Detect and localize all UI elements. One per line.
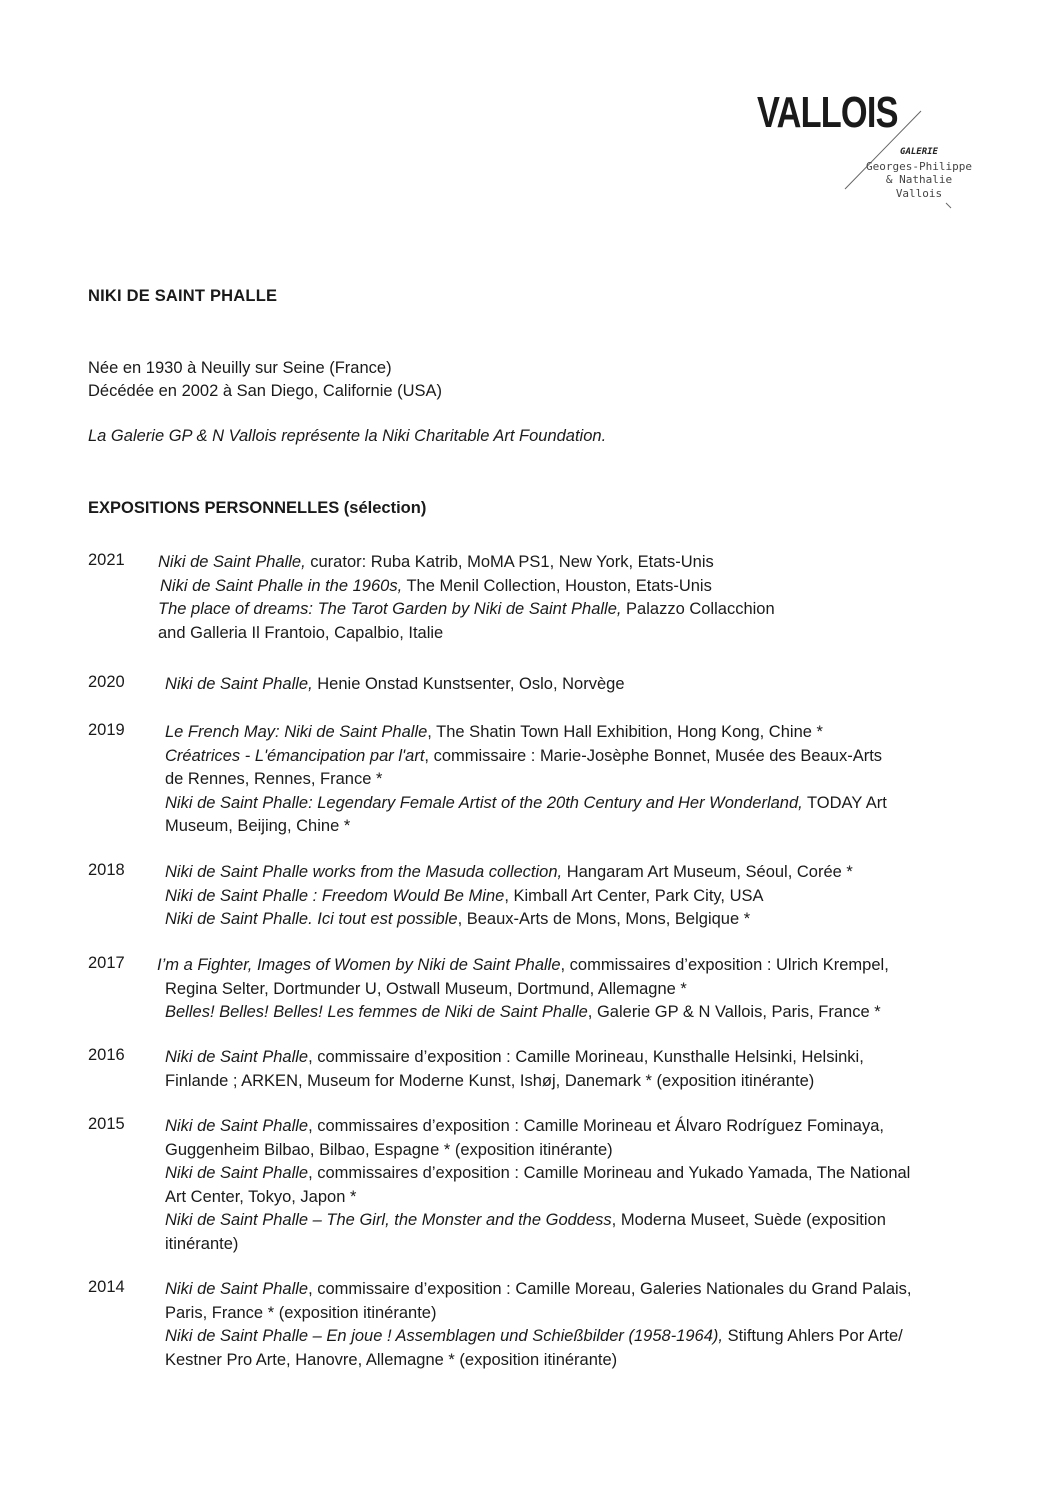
representation-note: La Galerie GP & N Vallois représente la Niki Charitable Art Foundation. xyxy=(88,427,607,445)
exhibition-line xyxy=(157,1001,889,1025)
exhibition-details: Stiftung Ahlers Por Arte/ xyxy=(722,1327,903,1345)
logo-lines xyxy=(0,0,1058,240)
exhibition-title: The place of dreams: The Tarot Garden by Niki de Saint Phalle, xyxy=(158,600,622,618)
exhibition-line xyxy=(165,1046,864,1070)
exhibition-details: itinérante) xyxy=(165,1234,239,1253)
artist-name: NIKI DE SAINT PHALLE xyxy=(88,287,278,305)
artist-bio xyxy=(88,357,442,403)
exhibition-line xyxy=(158,622,775,646)
exhibition-entry-2014 xyxy=(165,1278,912,1372)
exhibition-details: Regina Selter, Dortmunder U, Ostwall Museum, Dortmund, Allemagne * xyxy=(165,979,687,998)
logo-wordmark: VALLOIS xyxy=(757,88,898,137)
exhibition-details: , commissaire d’exposition : Camille Morineau, Kunsthalle Helsinki, Helsinki, xyxy=(308,1048,864,1066)
exhibition-details: , commissaires d’exposition : Camille Morineau and Yukado Yamada, The National xyxy=(308,1164,911,1182)
exhibition-entry-2017 xyxy=(157,954,889,1025)
exhibition-title: Niki de Saint Phalle works from the Masuda collection, xyxy=(165,863,563,881)
exhibition-line xyxy=(165,1209,910,1233)
exhibition-title: Niki de Saint Phalle : Freedom Would Be Mine xyxy=(165,886,505,905)
logo-line3: Vallois xyxy=(895,186,943,200)
exhibition-line xyxy=(165,1278,912,1302)
exhibition-details: Guggenheim Bilbao, Bilbao, Espagne * (exposition itinérante) xyxy=(165,1140,613,1159)
exhibition-line xyxy=(158,575,775,599)
exhibition-line xyxy=(157,954,889,978)
exhibition-entry-2018 xyxy=(165,861,853,932)
exhibition-details: de Rennes, Rennes, France * xyxy=(165,770,383,788)
exhibition-details: , Beaux-Arts de Mons, Mons, Belgique * xyxy=(457,910,751,928)
exhibition-entry-2019 xyxy=(165,721,887,839)
exhibition-line xyxy=(165,908,853,932)
exhibition-details: Museum, Beijing, Chine * xyxy=(165,817,351,835)
exhibition-line xyxy=(165,1186,910,1210)
exhibition-line xyxy=(165,1302,912,1326)
exhibition-title: Belles! Belles! Belles! Les femmes de Niki de Saint Phalle xyxy=(165,1003,588,1021)
exhibition-line xyxy=(165,1070,864,1094)
logo-line2: & Nathalie xyxy=(885,173,953,186)
exhibition-line xyxy=(165,1139,910,1163)
exhibition-title: I’m a Fighter, Images of Women by Niki de Saint Phalle xyxy=(157,956,561,974)
exhibition-details: and Galleria Il Frantoio, Capalbio, Italie xyxy=(158,623,444,642)
exhibition-line xyxy=(165,815,887,839)
exhibition-line xyxy=(165,861,853,885)
year-label: 2019 xyxy=(88,721,125,739)
exhibition-line xyxy=(165,721,887,745)
exhibition-details: Finlande ; ARKEN, Museum for Moderne Kunst, Ishøj, Danemark * (exposition itinérante) xyxy=(165,1071,815,1090)
bio-born: Née en 1930 à Neuilly sur Seine (France) xyxy=(88,359,392,377)
exhibition-line xyxy=(165,1349,912,1373)
exhibition-details: , commissaires d’exposition : Ulrich Krempel, xyxy=(560,956,889,974)
year-label: 2017 xyxy=(88,954,125,972)
exhibition-details: , Moderna Museet, Suède (exposition xyxy=(611,1211,886,1229)
exhibition-title: Niki de Saint Phalle xyxy=(165,1117,309,1135)
exhibition-details: curator: Ruba Katrib, MoMA PS1, New York, Etats-Unis xyxy=(305,553,714,571)
exhibition-details: , Galerie GP & N Vallois, Paris, France * xyxy=(587,1003,881,1021)
exhibition-details: Palazzo Collacchion xyxy=(621,600,775,618)
year-label: 2015 xyxy=(88,1115,125,1133)
exhibition-title: Niki de Saint Phalle xyxy=(165,1048,309,1066)
exhibition-title: Niki de Saint Phalle, xyxy=(158,553,306,571)
exhibition-line xyxy=(165,885,853,909)
exhibition-title: Créatrices - L'émancipation par l'art xyxy=(165,746,425,765)
exhibition-line xyxy=(157,978,889,1002)
logo-galerie: GALERIE xyxy=(900,147,938,157)
exhibition-details: , Kimball Art Center, Park City, USA xyxy=(504,886,764,905)
exhibition-line xyxy=(165,768,887,792)
exhibition-title: Niki de Saint Phalle in the 1960s, xyxy=(160,576,403,595)
year-label: 2014 xyxy=(88,1278,125,1296)
exhibition-title: Le French May: Niki de Saint Phalle xyxy=(165,723,428,741)
exhibition-title: Niki de Saint Phalle – En joue ! Assemblagen und Schießbilder (1958-1964), xyxy=(165,1327,723,1345)
exhibition-details: Hangaram Art Museum, Séoul, Corée * xyxy=(562,863,853,881)
year-label: 2018 xyxy=(88,861,125,879)
year-label: 2016 xyxy=(88,1046,125,1064)
year-label: 2021 xyxy=(88,551,125,569)
exhibition-title: Niki de Saint Phalle xyxy=(165,1164,309,1182)
exhibition-line xyxy=(165,745,887,769)
exhibition-line xyxy=(158,598,775,622)
exhibition-entry-2015 xyxy=(165,1115,910,1256)
exhibition-entry-2016 xyxy=(165,1046,864,1093)
exhibition-title: Niki de Saint Phalle, xyxy=(165,675,313,693)
exhibition-line xyxy=(158,551,775,575)
exhibition-details: , commissaires d’exposition : Camille Morineau et Álvaro Rodríguez Fominaya, xyxy=(308,1117,884,1135)
exhibition-details: Henie Onstad Kunstsenter, Oslo, Norvège xyxy=(312,675,625,693)
logo-line1: Georges-Philippe xyxy=(866,159,972,173)
exhibition-line xyxy=(165,1233,910,1257)
bio-died: Décédée en 2002 à San Diego, Californie (USA) xyxy=(88,382,443,400)
exhibition-title: Niki de Saint Phalle – The Girl, the Monster and the Goddess xyxy=(165,1211,612,1229)
exhibition-line xyxy=(165,1115,910,1139)
section-title: EXPOSITIONS PERSONNELLES (sélection) xyxy=(88,499,427,517)
exhibition-entry-2021 xyxy=(158,551,775,645)
exhibition-entry-2020 xyxy=(165,673,625,697)
gallery-logo xyxy=(0,0,1058,240)
exhibition-details: Paris, France * (exposition itinérante) xyxy=(165,1303,437,1322)
exhibition-details: The Menil Collection, Houston, Etats-Unis xyxy=(402,576,712,595)
exhibition-line xyxy=(165,673,625,697)
exhibition-details: Kestner Pro Arte, Hanovre, Allemagne * (exposition itinérante) xyxy=(165,1350,618,1369)
exhibition-line xyxy=(165,1162,910,1186)
exhibition-details: , commissaire d’exposition : Camille Moreau, Galeries Nationales du Grand Palais, xyxy=(308,1280,912,1298)
year-label: 2020 xyxy=(88,673,125,691)
exhibition-line xyxy=(165,792,887,816)
exhibition-details: , The Shatin Town Hall Exhibition, Hong Kong, Chine * xyxy=(427,723,823,741)
exhibition-details: TODAY Art xyxy=(802,793,887,812)
exhibition-title: Niki de Saint Phalle: Legendary Female Artist of the 20th Century and Her Wonderland, xyxy=(165,793,803,812)
exhibition-title: Niki de Saint Phalle xyxy=(165,1280,309,1298)
logo-subtitle xyxy=(844,146,994,200)
exhibition-details: , commissaire : Marie-Josèphe Bonnet, Musée des Beaux-Arts xyxy=(424,746,883,765)
exhibition-details: Art Center, Tokyo, Japon * xyxy=(165,1187,357,1206)
exhibition-line xyxy=(165,1325,912,1349)
exhibition-title: Niki de Saint Phalle. Ici tout est possible xyxy=(165,910,458,928)
